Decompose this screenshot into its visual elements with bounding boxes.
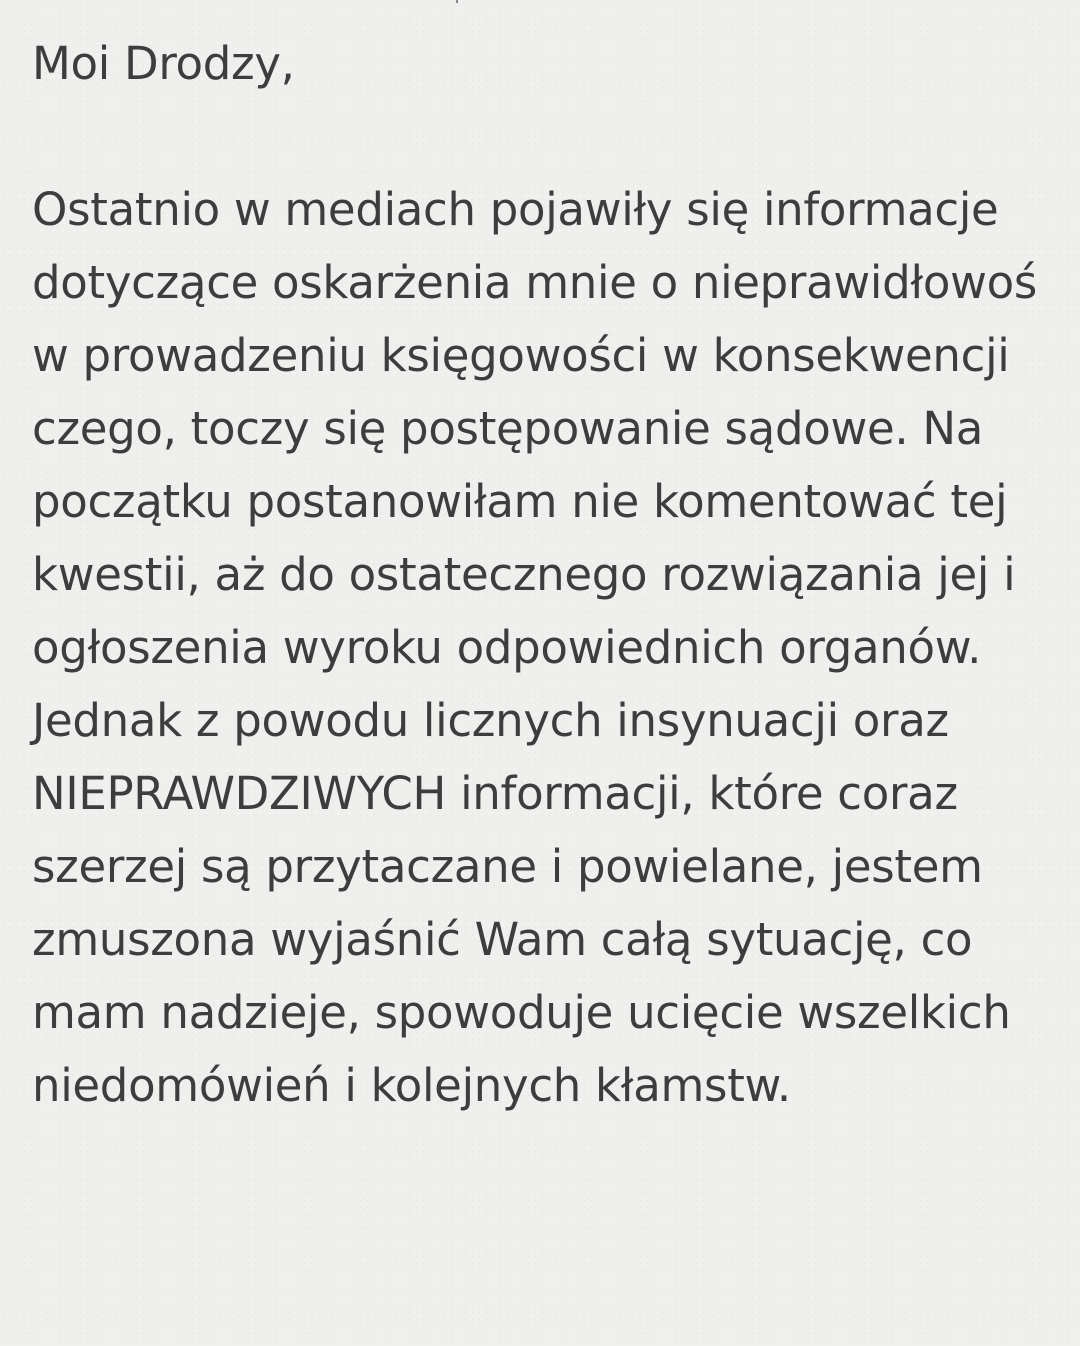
paragraph-line: Jednak z powodu licznych insynuacji oraz — [32, 694, 949, 747]
greeting: Moi Drodzy, — [32, 37, 295, 90]
paragraph-line: szerzej są przytaczane i powielane, jestem — [32, 840, 983, 893]
paragraph-line: dotyczące oskarżenia mnie o nieprawidłowoś — [32, 256, 1037, 309]
paragraph-line: niedomówień i kolejnych kłamstw. — [32, 1059, 791, 1112]
paragraph-line: Ostatnio w mediach pojawiły się informacje — [32, 183, 999, 236]
paragraph-line: początku postanowiłam nie komentować tej — [32, 475, 1008, 528]
paragraph-line: zmuszona wyjaśnić Wam całą sytuację, co — [32, 913, 973, 966]
paragraph-line: NIEPRAWDZIWYCH informacji, które coraz — [32, 767, 958, 820]
text-cursor-mark — [456, 0, 458, 3]
paragraph-line: w prowadzeniu księgowości w konsekwencji — [32, 329, 1010, 382]
paragraph-line: ogłoszenia wyroku odpowiednich organów. — [32, 621, 982, 674]
paragraph-line: czego, toczy się postępowanie sądowe. Na — [32, 402, 983, 455]
paragraph-line: mam nadzieje, spowoduje ucięcie wszelkich — [32, 986, 1011, 1039]
paragraph-line: kwestii, aż do ostatecznego rozwiązania jej i — [32, 548, 1016, 601]
